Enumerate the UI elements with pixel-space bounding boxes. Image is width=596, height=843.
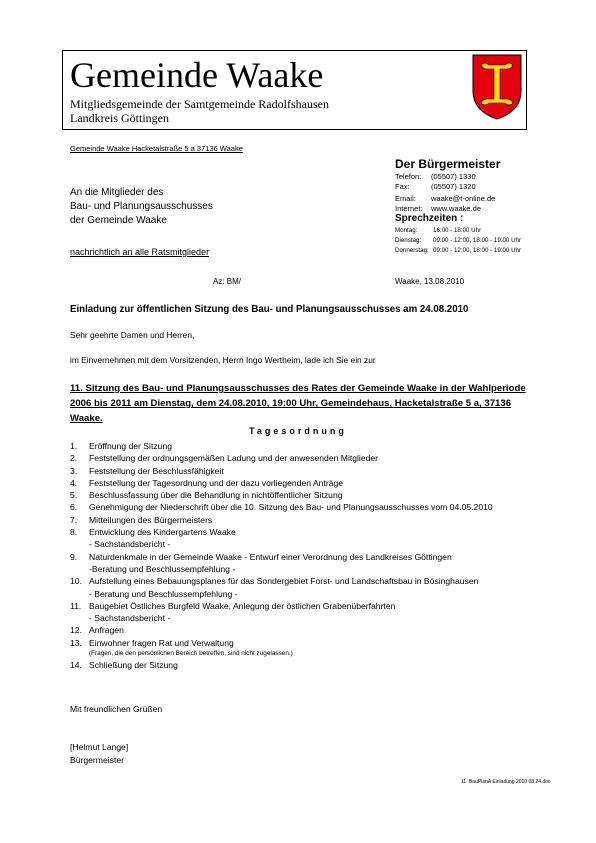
letter-subject: Einladung zur öffentlichen Sitzung des Bau- und Planungsausschusses am 24.08.2010 [70, 304, 469, 315]
agenda-item-note: (Fragen, die den persönlichen Bereich betreffen, sind nicht zugelassen.) [89, 650, 293, 658]
contact-email: Email: waake@t-online.de [395, 194, 496, 203]
recipient-line-1: An die Mitglieder des [70, 187, 164, 198]
recipient-line-3: der Gemeinde Waake [70, 215, 167, 226]
signature-role: Bürgermeister [70, 755, 124, 765]
agenda-item-number: 1. [70, 441, 78, 451]
agenda-item [70, 514, 550, 526]
agenda-item-text: Eröffnung der Sitzung [89, 441, 172, 451]
municipality-title: Gemeinde Waake [70, 55, 324, 95]
agenda-list [70, 440, 550, 671]
agenda-item-text: Feststellung der Beschlussfähigkeit [89, 465, 224, 476]
agenda-item [70, 477, 550, 489]
agenda-item-number: 13. [70, 637, 82, 648]
agenda-item [70, 501, 550, 513]
agenda-item-subtext: -Beratung und Beschlussempfehlung - [89, 563, 236, 574]
agenda-item-number: 3. [70, 465, 78, 476]
agenda-item-subtext: - Beratung und Beschlussempfehlung - [89, 588, 238, 599]
agenda-item-text: Beschlussfassung über die Behandlung in nichtöffentlicher Sitzung [89, 490, 343, 501]
agenda-item [70, 624, 550, 636]
recipient-line-2: Bau- und Planungsausschusses [70, 201, 213, 212]
signature-name: [Helmut Lange] [70, 742, 129, 752]
agenda-item-text: Feststellung der Tagesordnung und der dazu vorliegenden Anträge [89, 477, 344, 488]
agenda-item-text: Einwohner fragen Rat und Verwaltung [89, 637, 234, 648]
agenda-item-text: Mitteilungen des Bürgermeisters [89, 514, 213, 525]
agenda-item-text: Anfragen [89, 625, 124, 636]
agenda-item-number: 2. [70, 453, 78, 464]
agenda-item-number: 10. [70, 576, 82, 587]
agenda-item-subtext: - Sachstandsbericht - [89, 613, 171, 624]
salutation: Sehr geehrte Damen und Herren, [70, 330, 195, 340]
sender-address-line: Gemeinde Waake Hacketalstraße 5 a 37136 Waake [70, 144, 243, 153]
office-hours-tuesday: Dienstag: 09:00 - 12:00, 18:00 - 19:00 Uhr [395, 237, 522, 244]
cc-line: nachrichtlich an alle Ratsmitglieder [70, 247, 210, 257]
agenda-item [70, 637, 550, 649]
agenda-item [70, 440, 550, 452]
office-hours-thursday: Donnerstag: 09:00 - 12:00, 18:00 - 19:00 Uhr [395, 247, 522, 254]
agenda-item-number: 9. [70, 551, 78, 562]
intro-paragraph: im Einvernehmen mit dem Vorsitzenden, Herrn Ingo Wertheim, lade ich Sie ein zur [70, 355, 376, 365]
agenda-item-text: Feststellung der ordnungsgemäßen Ladung und der anwesenden Mitglieder [89, 453, 379, 464]
closing-phrase: Mit freundlichen Grüßen [70, 704, 163, 714]
agenda-item-number: 4. [70, 477, 78, 488]
contact-internet: Internet: www.waake.de [395, 204, 482, 213]
letterhead-subtitle-1: Mitgliedsgemeinde der Samtgemeinde Radolfshausen [70, 97, 329, 111]
agenda-item-subtext: - Sachstandsbericht - [89, 539, 171, 550]
agenda-item-text: Naturdenkmale in der Gemeinde Waake - Entwurf einer Verordnung des Landkreises Göttingen [89, 551, 452, 562]
contact-phone: Telefon: (05507) 1330 [395, 172, 476, 181]
mayor-title: Der Bürgermeister [395, 157, 501, 171]
meeting-details: 11. Sitzung des Bau- und Planungsausschusses des Rates der Gemeinde Waake in der Wahlperiode 2006 bis 2011 am Dienstag, dem 24.08.2010, 19:00 Uhr, Gemeindehaus, Hacketalstraße 5 a, 37136 Waake. [70, 383, 526, 424]
office-hours-monday: Montag: 16:00 - 18:00 Uhr [395, 227, 482, 234]
agenda-title: Tagesordnung [249, 426, 347, 436]
agenda-item-text: Entwicklung des Kindergartens Waake [89, 527, 236, 538]
coat-of-arms-icon [471, 53, 523, 121]
agenda-item-number: 5. [70, 490, 78, 501]
document-filename: 11. BauPlanA Einladung 2010 08 24.doc [461, 779, 551, 785]
agenda-item [70, 551, 550, 563]
agenda-item [70, 600, 550, 612]
agenda-item-number: 11. [70, 600, 82, 611]
agenda-item-number: 12. [70, 625, 82, 636]
agenda-item [70, 526, 550, 538]
agenda-item [70, 659, 550, 671]
agenda-item-number: 7. [70, 514, 78, 525]
agenda-item-text: Schließung der Sitzung [89, 660, 178, 671]
letterhead-subtitle-2: Landkreis Göttingen [70, 111, 169, 125]
agenda-item-number: 8. [70, 527, 78, 538]
letter-date: Waake, 13.08.2010 [395, 277, 465, 286]
agenda-item-text: Aufstellung eines Bebauungsplanes für das Sondergebiet Forst- und Landschaftsbau in Bösinghausen [89, 576, 479, 587]
agenda-item-text: Genehmigung der Niederschrift über die 10. Sitzung des Bau- und Planungsausschusses vom 04.05.2010 [89, 502, 493, 513]
office-hours-title: Sprechzeiten : [395, 213, 464, 224]
agenda-item-number: 14. [70, 660, 82, 671]
agenda-item-number: 6. [70, 502, 78, 513]
agenda-item-text: Baugebiet Östliches Burgfeld Waake, Anlegung der östlichen Grabenüberfahrten [89, 600, 396, 611]
agenda-item [70, 465, 550, 477]
contact-fax: Fax: (05507) 1320 [395, 182, 476, 191]
agenda-item [70, 575, 550, 587]
reference-number: Az: BM/ [213, 277, 242, 286]
agenda-item [70, 489, 550, 501]
agenda-item [70, 452, 550, 464]
